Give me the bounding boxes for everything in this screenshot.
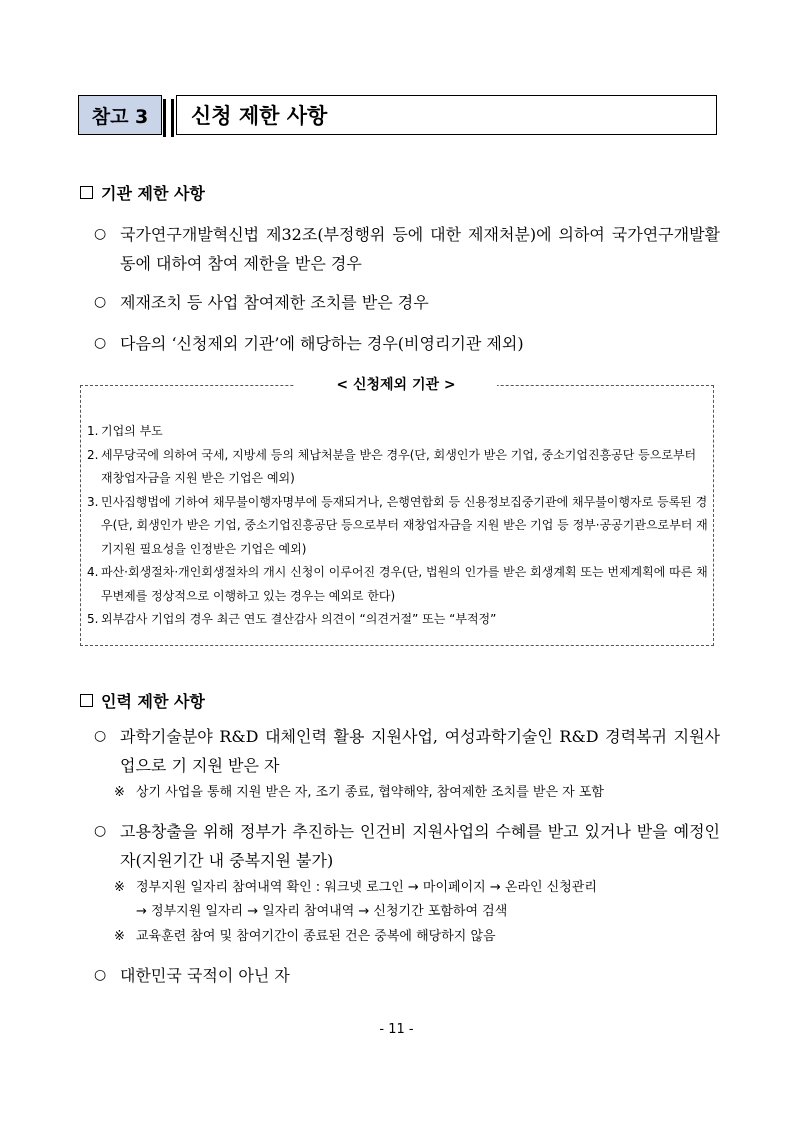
box-item-number: 1.	[87, 424, 99, 438]
list-item	[94, 220, 720, 278]
list-item-text: 다음의 ‘신청제외 기관’에 해당하는 경우(비영리기관 제외)	[120, 334, 524, 353]
box-item-number: 4.	[87, 565, 99, 579]
reference-tag: 참고 3	[78, 95, 162, 135]
page-title: 신청 제한 사항	[176, 95, 717, 135]
square-bullet-icon	[80, 694, 93, 707]
list-item	[94, 722, 720, 780]
section-heading-institution	[80, 181, 205, 204]
list-item-text: 제재조치 등 사업 참여제한 조치를 받은 경우	[120, 293, 429, 312]
list-item	[94, 329, 720, 358]
section-heading-personnel	[80, 689, 205, 712]
box-item-text: 외부감사 기업의 경우 최근 연도 결산감사 의견이 “의견거절” 또는 “부적정”	[101, 612, 497, 626]
box-item-number: 2.	[87, 447, 99, 462]
note-text: 정부지원 일자리 참여내역 확인 : 워크넷 로그인 → 마이페이지 → 온라인 신청관리	[136, 880, 597, 895]
note-mark-icon: ※	[114, 929, 125, 944]
note	[114, 877, 720, 899]
circle-bullet-icon: ○	[94, 823, 107, 839]
box-item-text: 기업의 부도	[101, 424, 163, 438]
box-item-text: 세무당국에 의하여 국세, 지방세 등의 체납처분을 받은 경우(단, 회생인가 받은 기업, 중소기업진흥공단 등으로부터 재창업자금을 지원 받은 기업은 예외)	[101, 447, 697, 485]
excluded-institutions-title: < 신청제외 기관 >	[295, 375, 497, 395]
circle-bullet-icon: ○	[94, 335, 107, 351]
circle-bullet-icon: ○	[94, 728, 107, 744]
box-item-text: 민사집행법에 기하여 채무불이행자명부에 등재되거나, 은행연합회 등 신용정보집중기관에 채무불이행자로 등록된 경우(단, 회생인가 받은 기업, 중소기업진흥공단 등으로부터 재창업자금을 지원 받은 기업 등 정부·공공기관으로부터 재기지원 필요성을 인정받은 기업은 예외)	[101, 494, 708, 556]
list-item	[94, 288, 720, 317]
box-list-item	[87, 444, 709, 491]
box-list-item	[87, 561, 709, 608]
note-mark-icon: ※	[114, 880, 125, 895]
box-list-item	[87, 420, 709, 444]
list-item-text: 국가연구개발혁신법 제32조(부정행위 등에 대한 제재처분)에 의하여 국가연구개발활동에 대하여 참여 제한을 받은 경우	[120, 225, 720, 273]
list-item	[94, 817, 720, 875]
page-number: - 11 -	[379, 1022, 414, 1037]
note-text: → 정부지원 일자리 → 일자리 참여내역 → 신청기간 포함하여 검색	[136, 904, 508, 919]
list-item-text: 고용창출을 위해 정부가 추진하는 인건비 지원사업의 수혜를 받고 있거나 받을 예정인 자(지원기간 내 중복지원 불가)	[120, 822, 720, 870]
square-bullet-icon	[80, 186, 93, 199]
box-item-number: 3.	[87, 494, 99, 509]
note	[114, 782, 720, 804]
excluded-institutions-list	[87, 420, 709, 632]
list-item	[94, 961, 720, 990]
box-list-item	[87, 608, 709, 632]
note-continuation	[114, 901, 720, 923]
box-item-text: 파산·회생절차·개인회생절차의 개시 신청이 이루어진 경우(단, 법원의 인가를 받은 회생계획 또는 번제계획에 따른 채무변제를 정상적으로 이행하고 있는 경우는 예외로 한다)	[101, 565, 708, 603]
note-mark-icon: ※	[114, 785, 125, 800]
circle-bullet-icon: ○	[94, 967, 107, 983]
box-list-item	[87, 491, 709, 562]
list-item-text: 과학기술분야 R&D 대체인력 활용 지원사업, 여성과학기술인 R&D 경력복귀 지원사업으로 기 지원 받은 자	[120, 727, 720, 775]
note	[114, 926, 720, 948]
circle-bullet-icon: ○	[94, 226, 107, 242]
note-text: 상기 사업을 통해 지원 받은 자, 조기 종료, 협약해약, 참여제한 조치를 받은 자 포함	[136, 785, 604, 800]
section-heading-text: 기관 제한 사항	[101, 184, 205, 203]
section-heading-text: 인력 제한 사항	[101, 692, 205, 711]
circle-bullet-icon: ○	[94, 294, 107, 310]
note-text: 교육훈련 참여 및 참여기간이 종료된 건은 중복에 해당하지 않음	[136, 929, 496, 944]
box-item-number: 5.	[87, 612, 99, 626]
list-item-text: 대한민국 국적이 아닌 자	[120, 966, 290, 985]
